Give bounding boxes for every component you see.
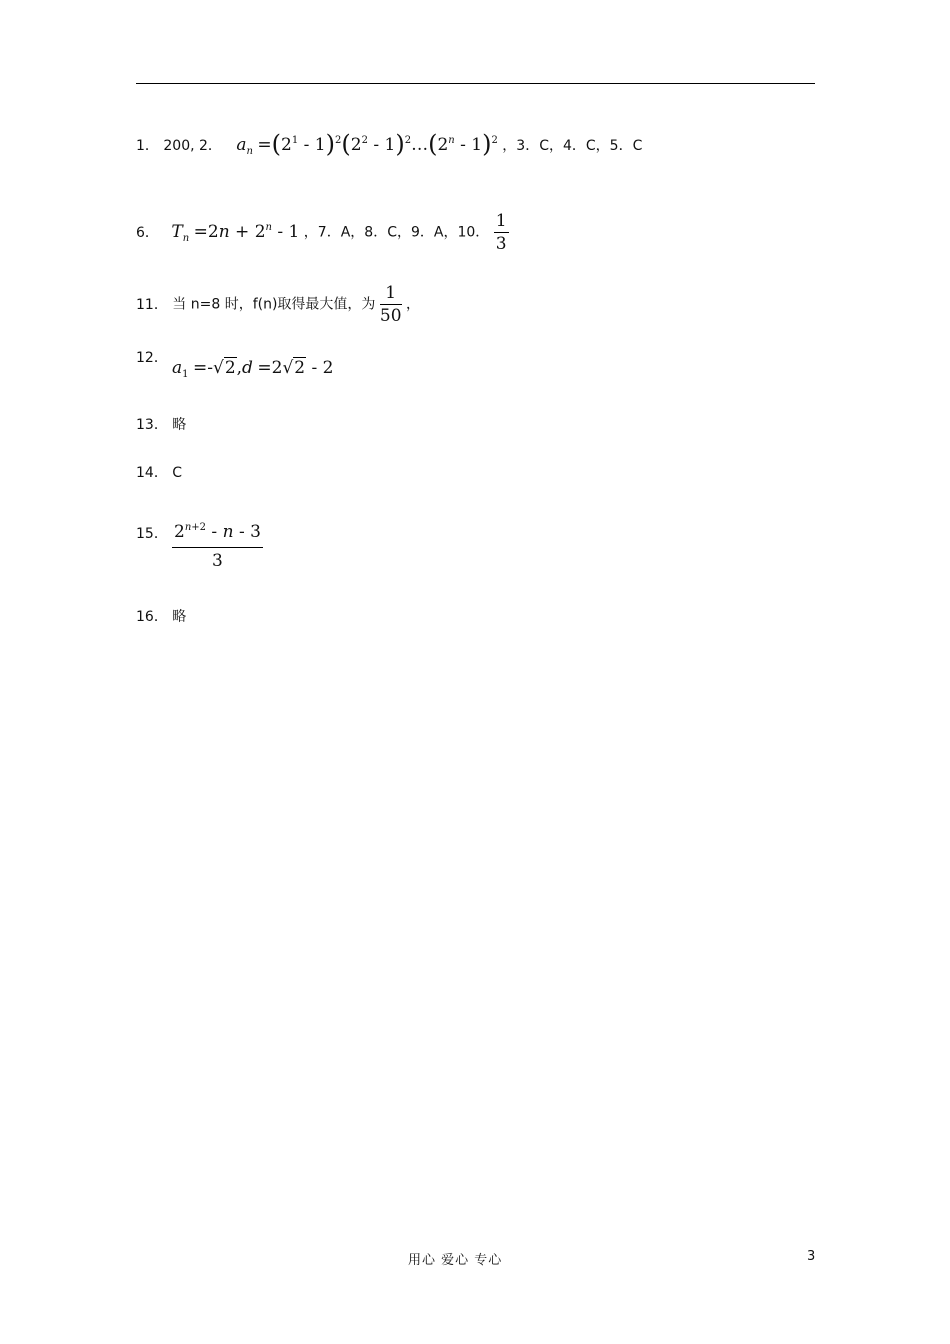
- answer-1-5: [136, 132, 642, 158]
- item-number: 11．: [136, 296, 168, 313]
- answer-text: ，7．A，8．C，9．A，10．: [303, 224, 490, 241]
- answer-15: [136, 524, 168, 544]
- item-number: 13．: [136, 417, 168, 433]
- answer-16: [136, 607, 186, 627]
- answer-text: 略: [172, 417, 187, 433]
- answer-text: 当 n=8 时，f(n)取得最大值，为: [172, 296, 376, 313]
- item-number: 1．: [136, 138, 159, 154]
- answer-text: 200, 2．: [163, 138, 222, 154]
- formula-15-fraction: $2^{n+2}$ - n - 3 3: [174, 522, 261, 571]
- answer-11: [136, 282, 420, 327]
- answer-14: [136, 463, 182, 483]
- answer-6-10: [136, 210, 509, 255]
- formula-an: $a_n =(2^1 - 1)^2(2^2$ - 1)$^2$…(2$^n$ - 1)$^2$: [236, 130, 498, 158]
- item-number: 12．: [136, 350, 168, 366]
- item-number: 16．: [136, 609, 168, 625]
- formula-tn: $T_n =2n + 2^n - 1$: [171, 221, 300, 244]
- header-rule: [136, 83, 815, 84]
- fraction: $\frac{1}{50}$: [379, 283, 402, 326]
- answer-12: [136, 348, 168, 368]
- fraction: $\frac{1}{3}$: [495, 211, 507, 254]
- formula-a1-d: $a_1 =-√2,d =2√2 - 2$: [172, 358, 334, 380]
- answer-text: ，: [405, 296, 420, 313]
- item-number: 14．: [136, 465, 168, 481]
- page-number: 3: [807, 1249, 816, 1264]
- page-footer: 用心 爱心 专心: [408, 1253, 503, 1268]
- answer-text: C: [172, 465, 183, 481]
- answer-13: [136, 415, 186, 435]
- answer-text: 略: [172, 609, 187, 625]
- item-number: 15．: [136, 526, 168, 542]
- item-number: 6．: [136, 224, 159, 241]
- answer-text: ，3．C，4．C，5．C: [502, 138, 643, 154]
